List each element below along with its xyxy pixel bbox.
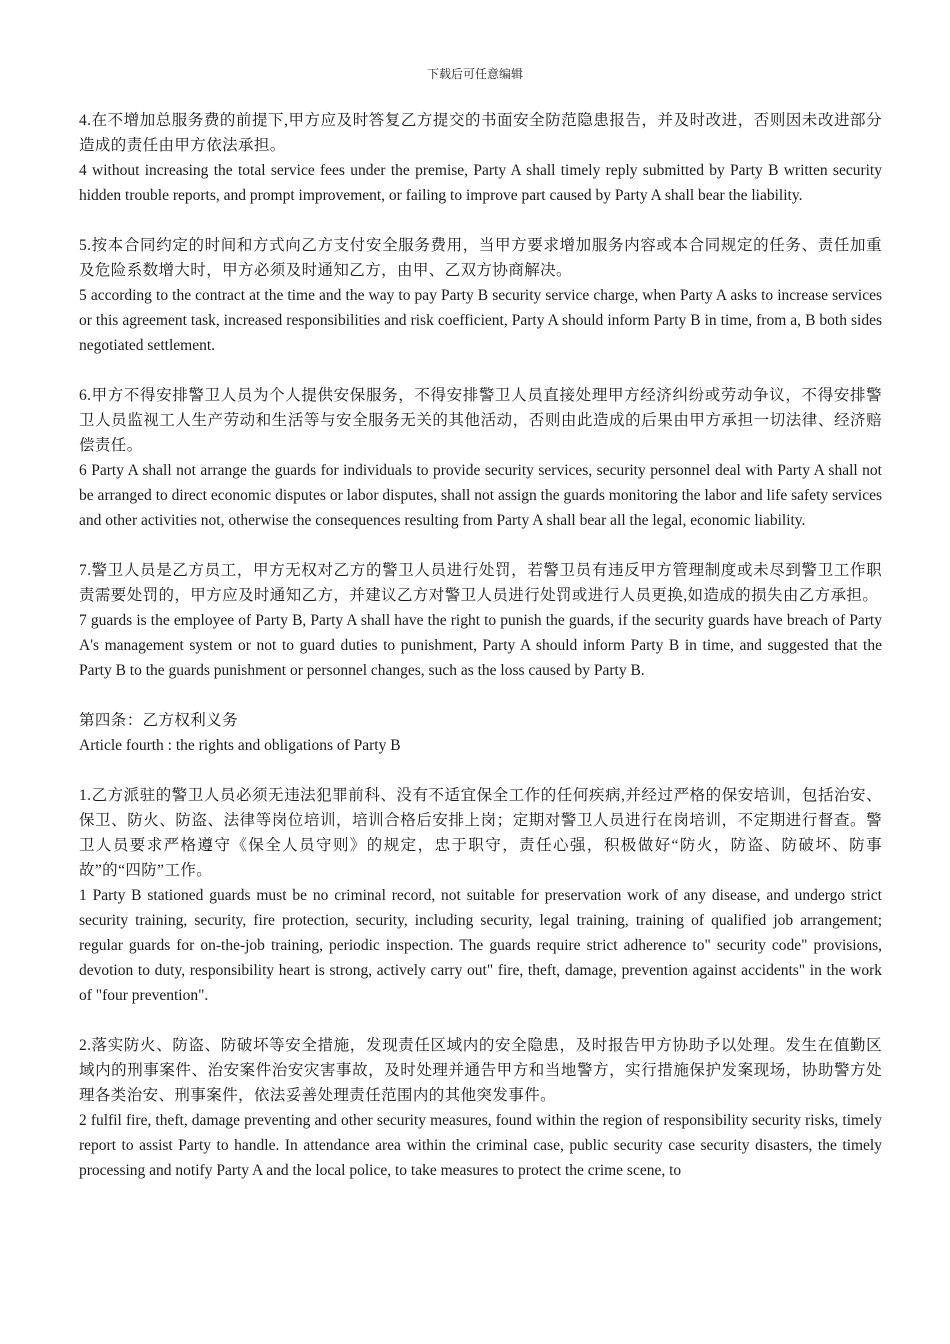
page-header: 下载后可任意编辑 <box>426 67 523 81</box>
paragraph-gap <box>79 533 882 558</box>
clause-3-7-zh: 7.警卫人员是乙方员工，甲方无权对乙方的警卫人员进行处罚，若警卫员有违反甲方管理制度或未尽到警卫工作职责需要处罚的，甲方应及时通知乙方，并建议乙方对警卫人员进行处罚或进行人员更换,如造成的损失由乙方承担。 <box>79 562 882 604</box>
document-body <box>79 108 882 1183</box>
paragraph-gap <box>79 358 882 383</box>
clause-4-1-en: 1 Party B stationed guards must be no criminal record, not suitable for preservation work of any disease, and undergo strict security training, security, fire protection, security, including security, legal training, training of qualified job arrangement; regular guards for on-the-job training, periodic inspection. The guards require strict adherence to" security code" provisions, devotion to duty, responsibility heart is strong, actively carry out" fire, theft, damage, prevention against accidents" in the work of "four prevention". <box>79 887 882 1004</box>
clause-3-5-zh: 5.按本合同约定的时间和方式向乙方支付安全服务费用，当甲方要求增加服务内容或本合同规定的任务、责任加重及危险系数增大时，甲方必须及时通知乙方，由甲、乙双方协商解决。 <box>79 237 882 279</box>
clause-3-5-en: 5 according to the contract at the time and the way to pay Party B security service charge, when Party A asks to increase services or this agreement task, increased responsibilities and risk coefficient, Party A should inform Party B in time, from a, B both sides negotiated settlement. <box>79 287 882 354</box>
clause-4-2-en: 2 fulfil fire, theft, damage preventing and other security measures, found within the region of responsibility security risks, timely report to assist Party to handle. In attendance area within the criminal case, public security case security disasters, the timely processing and notify Party A and the local police, to take measures to protect the crime scene, to <box>79 1112 882 1179</box>
clause-3-6-en: 6 Party A shall not arrange the guards for individuals to provide security services, security personnel deal with Party A shall not be arranged to direct economic disputes or labor disputes, shall not assign the guards monitoring the labor and life safety services and other activities not, otherwise the consequences resulting from Party A shall bear all the legal, economic liability. <box>79 462 882 529</box>
clause-3-4-en: 4 without increasing the total service fees under the premise, Party A shall timely reply submitted by Party B written security hidden trouble reports, and prompt improvement, or failing to improve part caused by Party A shall bear the liability. <box>79 162 882 204</box>
article-4-heading-en: Article fourth : the rights and obligations of Party B <box>79 737 401 754</box>
clause-3-6-zh: 6.甲方不得安排警卫人员为个人提供安保服务，不得安排警卫人员直接处理甲方经济纠纷或劳动争议，不得安排警卫人员监视工人生产劳动和生活等与安全服务无关的其他活动，否则由此造成的后果由甲方承担一切法律、经济赔偿责任。 <box>79 387 882 454</box>
paragraph-gap <box>79 1008 882 1033</box>
clause-4-1-zh: 1.乙方派驻的警卫人员必须无违法犯罪前科、没有不适宜保全工作的任何疾病,并经过严格的保安培训，包括治安、保卫、防火、防盗、法律等岗位培训，培训合格后安排上岗；定期对警卫人员进行在岗培训，不定期进行督查。警卫人员要求严格遵守《保全人员守则》的规定，忠于职守，责任心强，积极做好“防火，防盗、防破坏、防事故”的“四防”工作。 <box>79 787 882 879</box>
paragraph-gap <box>79 208 882 233</box>
clause-4-2-zh: 2.落实防火、防盗、防破坏等安全措施，发现责任区域内的安全隐患，及时报告甲方协助予以处理。发生在值勤区域内的刑事案件、治安案件治安灾害事故，及时处理并通告甲方和当地警方，实行措施保护发案现场，协助警方处理各类治安、刑事案件，依法妥善处理责任范围内的其他突发事件。 <box>79 1037 882 1104</box>
article-4-heading-zh: 第四条：乙方权利义务 <box>79 712 239 729</box>
paragraph-gap <box>79 758 882 783</box>
clause-3-4-zh: 4.在不增加总服务费的前提下,甲方应及时答复乙方提交的书面安全防范隐患报告，并及时改进，否则因未改进部分造成的责任由甲方依法承担。 <box>79 112 882 154</box>
clause-3-7-en: 7 guards is the employee of Party B, Party A shall have the right to punish the guards, if the security guards have breach of Party A's management system or not to guard duties to punishment, Party A should inform Party B in time, and suggested that the Party B to the guards punishment or personnel changes, such as the loss caused by Party B. <box>79 612 882 679</box>
paragraph-gap <box>79 683 882 708</box>
